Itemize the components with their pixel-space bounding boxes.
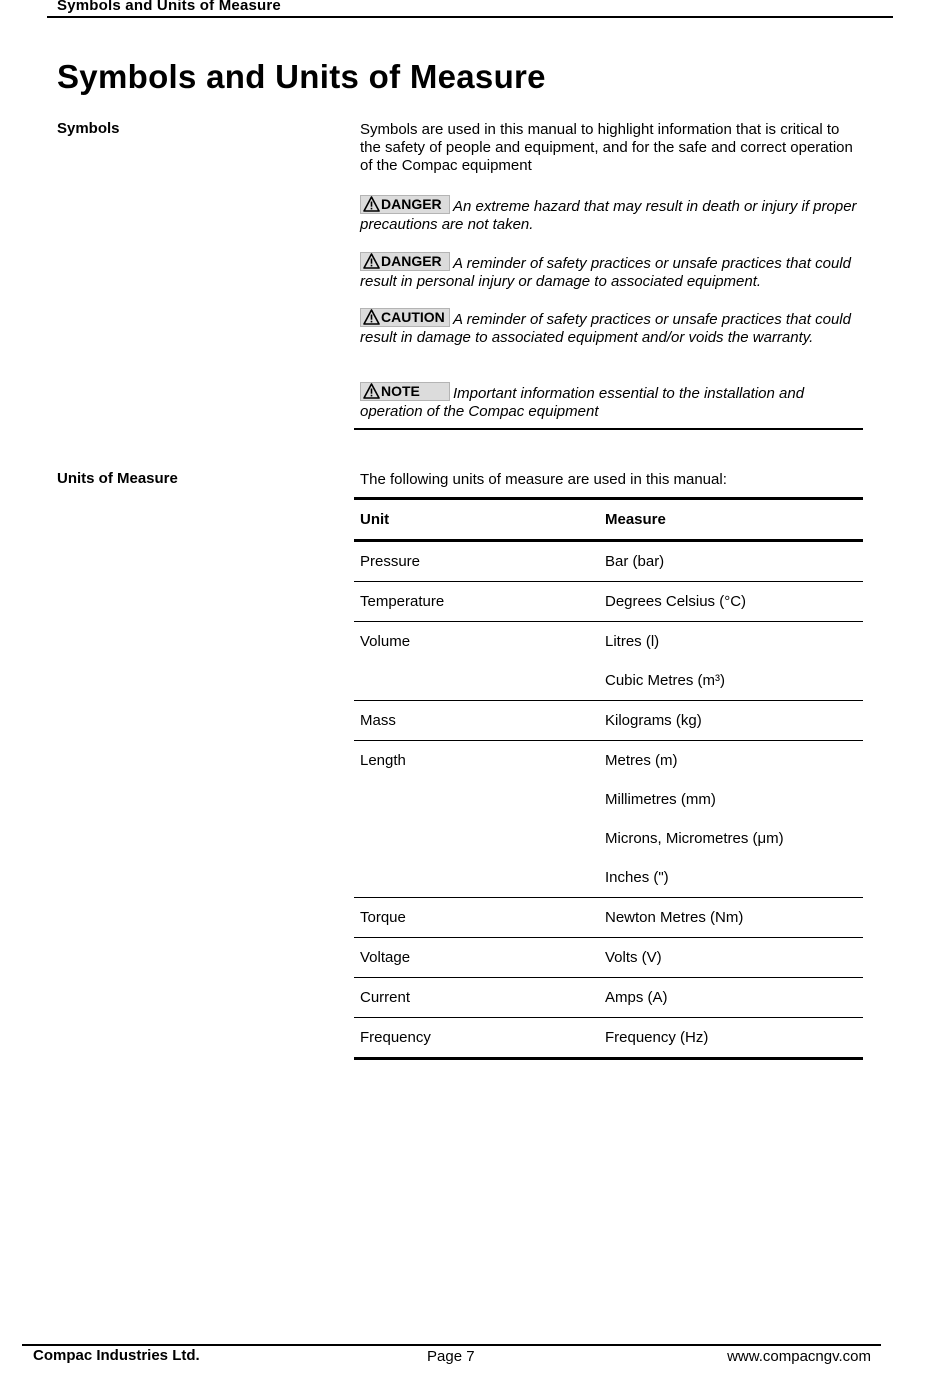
symbol-description: A reminder of safety practices or unsafe practices that could result in personal injury or damage to associated equipment. xyxy=(360,255,851,290)
symbol-description: An extreme hazard that may result in death or injury if proper precautions are not taken. xyxy=(360,198,857,233)
measure-cell: Microns, Micrometres (μm) xyxy=(605,830,784,847)
symbol-entry xyxy=(360,252,860,291)
table-row xyxy=(354,581,863,621)
warning-triangle-icon xyxy=(363,309,380,325)
running-header: Symbols and Units of Measure xyxy=(57,0,281,14)
unit-cell: Frequency xyxy=(360,1029,431,1046)
table-row xyxy=(354,1017,863,1057)
symbols-intro: Symbols are used in this manual to highlight information that is critical to the safety of people and equipment, and for the safe and correct operation of the Compac equipment xyxy=(360,121,853,174)
badge-label: DANGER xyxy=(381,253,442,269)
table-row xyxy=(354,700,863,740)
warning-triangle-icon xyxy=(363,383,380,399)
units-intro: The following units of measure are used in this manual: xyxy=(360,471,727,488)
measure-cell: Millimetres (mm) xyxy=(605,791,716,808)
unit-cell: Length xyxy=(360,752,406,769)
danger-badge xyxy=(360,195,450,214)
badge-label: DANGER xyxy=(381,196,442,212)
measure-cell: Amps (A) xyxy=(605,989,668,1006)
unit-cell: Voltage xyxy=(360,949,411,966)
unit-cell: Pressure xyxy=(360,553,421,570)
table-row-line xyxy=(354,741,863,780)
symbols-heading: Symbols xyxy=(57,120,120,137)
table-header xyxy=(354,500,863,542)
caution-badge xyxy=(360,308,450,327)
symbol-description: A reminder of safety practices or unsafe practices that could result in damage to associated equipment and/or voids the warranty. xyxy=(360,311,851,346)
measure-cell: Kilograms (kg) xyxy=(605,712,702,729)
table-row xyxy=(354,621,863,700)
measure-cell: Newton Metres (Nm) xyxy=(605,909,744,926)
table-body xyxy=(354,542,863,1057)
page-number: Page 7 xyxy=(427,1348,475,1365)
table-row xyxy=(354,740,863,897)
table-row-line xyxy=(354,858,863,897)
table-row-line xyxy=(354,622,863,661)
table-row xyxy=(354,897,863,937)
symbol-entry xyxy=(360,195,860,234)
table-row-line xyxy=(354,898,863,937)
table-row xyxy=(354,977,863,1017)
measure-cell: Inches (") xyxy=(605,869,669,886)
table-row-line xyxy=(354,978,863,1017)
section-divider xyxy=(354,428,863,430)
footer-company: Compac Industries Ltd. xyxy=(33,1347,200,1364)
warning-triangle-icon xyxy=(363,253,380,269)
measure-cell: Volts (V) xyxy=(605,949,662,966)
unit-cell: Mass xyxy=(360,712,396,729)
symbol-description: Important information essential to the installation and operation of the Compac equipment xyxy=(360,385,805,420)
measure-cell: Frequency (Hz) xyxy=(605,1029,709,1046)
unit-cell: Current xyxy=(360,989,411,1006)
table-row-line xyxy=(354,701,863,740)
table-row xyxy=(354,937,863,977)
table-row-line xyxy=(354,661,863,700)
table-row-line xyxy=(354,819,863,858)
footer-rule xyxy=(22,1344,881,1346)
symbol-entry xyxy=(360,382,860,421)
measure-cell: Cubic Metres (m³) xyxy=(605,672,726,689)
unit-cell: Temperature xyxy=(360,593,445,610)
danger-badge xyxy=(360,252,450,271)
units-heading: Units of Measure xyxy=(57,470,178,487)
table-row-line xyxy=(354,938,863,977)
units-table xyxy=(354,497,863,1060)
header-rule xyxy=(47,16,893,18)
footer-url: www.compacngv.com xyxy=(727,1348,871,1365)
measure-cell: Bar (bar) xyxy=(605,553,665,570)
table-row-line xyxy=(354,780,863,819)
column-header-measure: Measure xyxy=(605,511,666,528)
badge-label: CAUTION xyxy=(381,309,445,325)
measure-cell: Metres (m) xyxy=(605,752,678,769)
warning-triangle-icon xyxy=(363,196,380,212)
column-header-unit: Unit xyxy=(360,511,390,528)
table-row-line xyxy=(354,542,863,581)
symbol-entry xyxy=(360,308,860,347)
note-badge xyxy=(360,382,450,401)
measure-cell: Litres (l) xyxy=(605,633,660,650)
unit-cell: Volume xyxy=(360,633,411,650)
table-row xyxy=(354,542,863,581)
badge-label: NOTE xyxy=(381,383,420,399)
table-row-line xyxy=(354,1018,863,1057)
unit-cell: Torque xyxy=(360,909,406,926)
page-title: Symbols and Units of Measure xyxy=(57,58,546,95)
table-row-line xyxy=(354,582,863,621)
measure-cell: Degrees Celsius (°C) xyxy=(605,593,747,610)
